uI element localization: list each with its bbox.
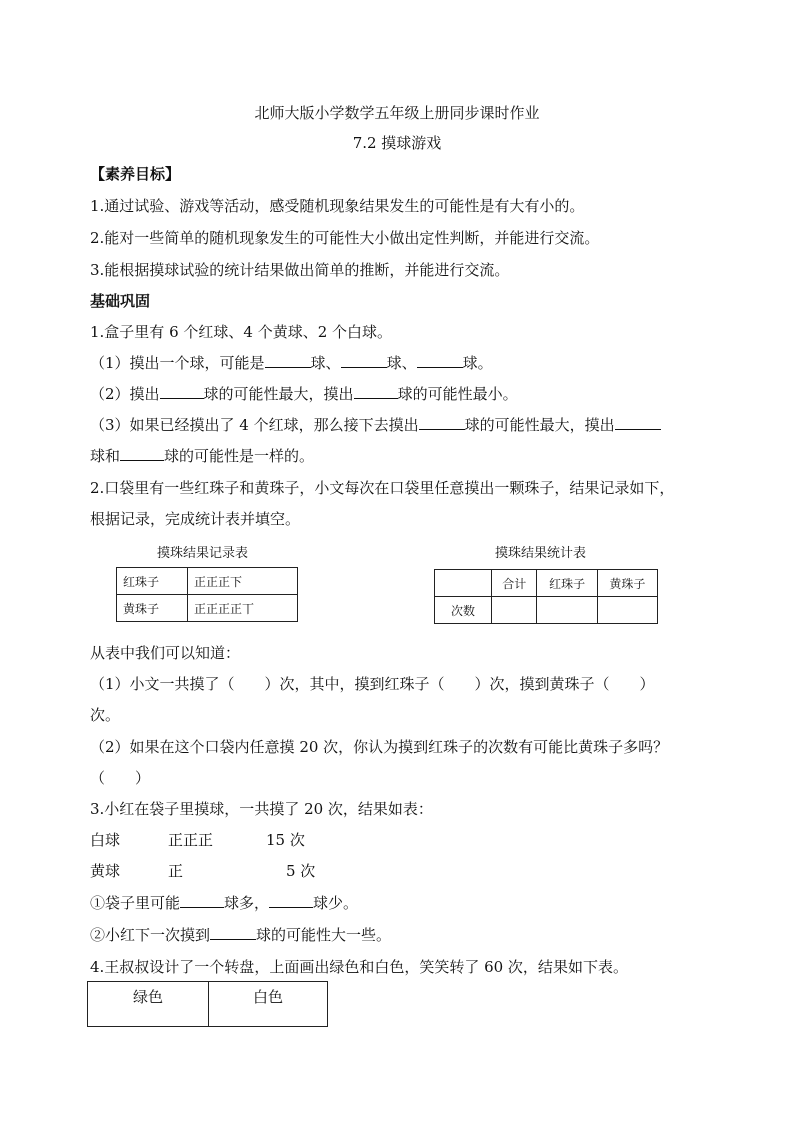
spinner-table xyxy=(87,981,328,1027)
table-row xyxy=(117,568,298,595)
stat-table xyxy=(434,569,658,624)
q1-part1: （1）摸出一个球，可能是 球、 球、 球。 xyxy=(90,354,493,372)
stat-cell-red[interactable] xyxy=(537,597,597,624)
record-label: 红珠子 xyxy=(117,568,188,595)
q3-row xyxy=(90,830,305,850)
q1-part3: （3）如果已经摸出了 4 个红球，那么接下去摸出 球的可能性最大，摸出 xyxy=(90,415,661,435)
goals-heading: 【素养目标】 xyxy=(90,165,181,183)
record-table-caption: 摸珠结果记录表 xyxy=(157,546,249,561)
record-tally: 正正正正丅 xyxy=(188,595,298,622)
q3-stem: 3.小红在袋子里摸球，一共摸了 20 次，结果如表： xyxy=(90,800,433,818)
stat-row-label: 次数 xyxy=(435,597,492,624)
q1-part2: （2）摸出 球的可能性最大，摸出 球的可能性最小。 xyxy=(90,385,518,403)
q3-ball-name: 白球 xyxy=(90,831,121,849)
q3-tally: 正 xyxy=(168,862,184,880)
goal-item: 3.能根据摸球试验的统计结果做出简单的推断，并能进行交流。 xyxy=(90,261,510,279)
q1-stem: 1.盒子里有 6 个红球、4 个黄球、2 个白球。 xyxy=(90,323,393,341)
answer-blank[interactable] xyxy=(269,893,313,908)
q3-answer1: ①袋子里可能 球多， 球少。 xyxy=(90,894,359,912)
q2-sub2-answer: （ ） xyxy=(90,769,151,787)
answer-blank[interactable] xyxy=(615,415,661,430)
q3-count: 5 次 xyxy=(286,862,316,880)
doc-title: 北师大版小学数学五年级上册同步课时作业 xyxy=(254,104,540,122)
answer-blank[interactable] xyxy=(210,925,256,940)
q2-know: 从表中我们可以知道： xyxy=(90,644,241,662)
section-heading: 基础巩固 xyxy=(90,292,151,310)
q1-part3-cont: 球和 球的可能性是一样的。 xyxy=(90,447,315,465)
answer-blank[interactable] xyxy=(417,353,463,368)
stat-cell-total[interactable] xyxy=(492,597,537,624)
stat-cell-yellow[interactable] xyxy=(597,597,657,624)
q2-sub1-cont: 次。 xyxy=(90,706,121,724)
record-tally: 正正正下 xyxy=(188,568,298,595)
q3-answer2: ②小红下一次摸到 球的可能性大一些。 xyxy=(90,926,392,944)
answer-blank[interactable] xyxy=(120,446,164,461)
answer-blank[interactable] xyxy=(160,384,204,399)
q3-row xyxy=(90,861,316,881)
stat-table-caption: 摸珠结果统计表 xyxy=(495,546,587,561)
goal-item: 2.能对一些简单的随机现象发生的可能性大小做出定性判断，并能进行交流。 xyxy=(90,229,600,247)
answer-blank[interactable] xyxy=(354,384,398,399)
q3-ball-name: 黄球 xyxy=(90,862,121,880)
stat-header: 黄珠子 xyxy=(597,570,657,597)
record-table xyxy=(116,567,298,622)
record-label: 黄珠子 xyxy=(117,595,188,622)
goal-item: 1.通过试验、游戏等活动，感受随机现象结果发生的可能性是有大有小的。 xyxy=(90,197,585,215)
table-row xyxy=(117,595,298,622)
q3-count: 15 次 xyxy=(266,831,305,849)
q3-tally: 正正正 xyxy=(168,831,214,849)
q2-stem: 2.口袋里有一些红珠子和黄珠子，小文每次在口袋里任意摸出一颗珠子，结果记录如下， xyxy=(90,479,675,497)
q2-stem-cont: 根据记录，完成统计表并填空。 xyxy=(90,510,301,528)
q2-sub2: （2）如果在这个口袋内任意摸 20 次，你认为摸到红珠子的次数有可能比黄珠子多吗？ xyxy=(90,738,669,756)
table-row xyxy=(435,570,658,597)
q2-sub1: （1）小文一共摸了（ ）次，其中，摸到红珠子（ ）次，摸到黄珠子（ ） xyxy=(90,675,655,693)
spinner-header-white: 白色 xyxy=(209,982,328,1027)
answer-blank[interactable] xyxy=(419,415,465,430)
table-row xyxy=(435,597,658,624)
answer-blank[interactable] xyxy=(180,893,224,908)
spinner-header-green: 绿色 xyxy=(88,982,209,1027)
stat-header: 红珠子 xyxy=(537,570,597,597)
stat-header xyxy=(435,570,492,597)
q4-stem: 4.王叔叔设计了一个转盘，上面画出绿色和白色，笑笑转了 60 次，结果如下表。 xyxy=(90,958,628,976)
answer-blank[interactable] xyxy=(265,353,311,368)
answer-blank[interactable] xyxy=(341,353,387,368)
table-row xyxy=(88,982,328,1027)
stat-header: 合计 xyxy=(492,570,537,597)
doc-subtitle: 7.2 摸球游戏 xyxy=(352,134,442,152)
